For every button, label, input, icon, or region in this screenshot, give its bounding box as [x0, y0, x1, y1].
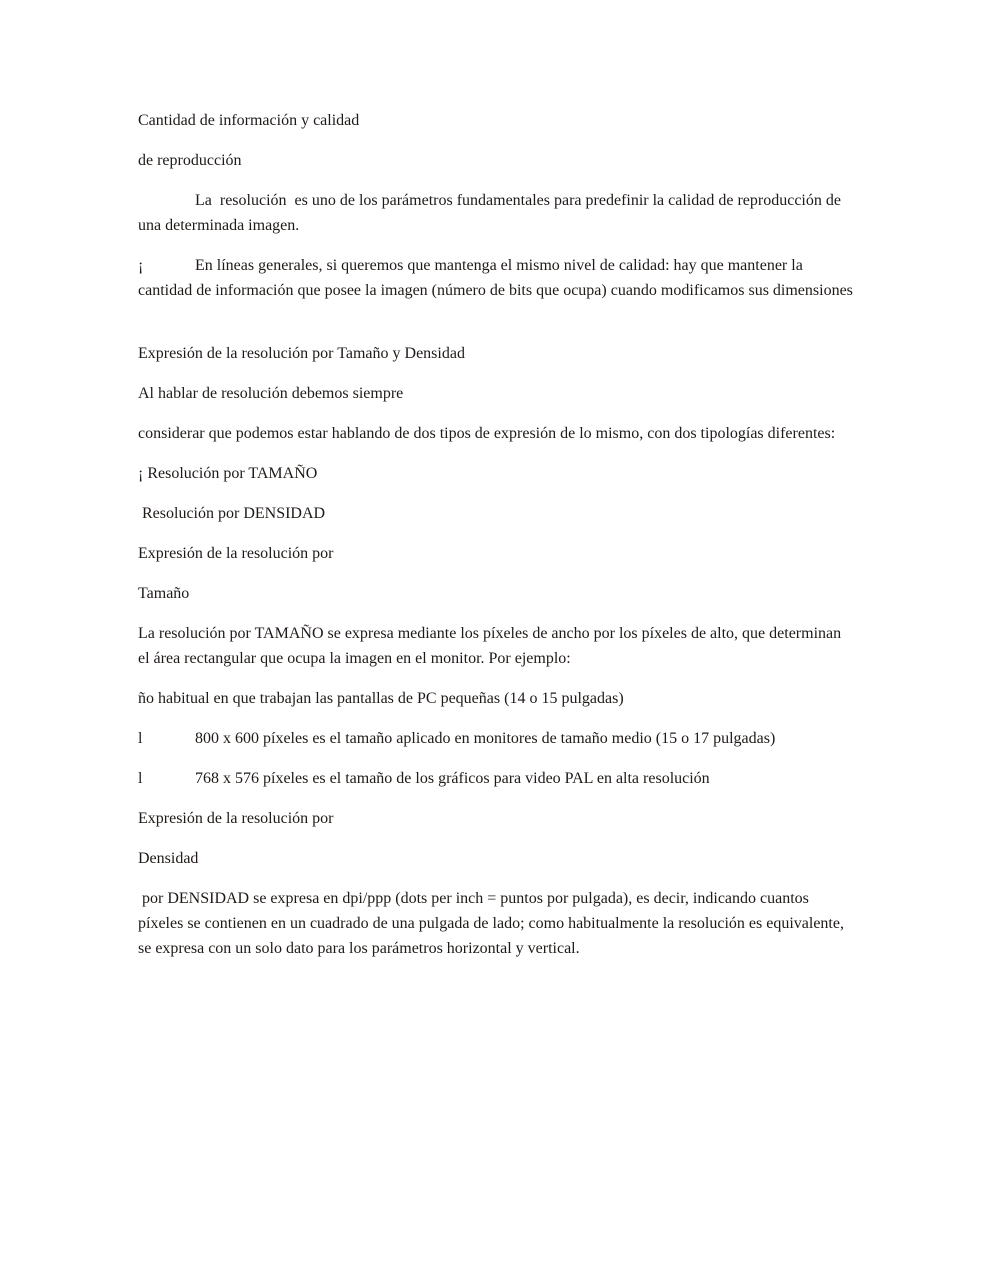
bulleted-paragraph — [138, 726, 856, 751]
bulleted-paragraph-text: 768 x 576 píxeles es el tamaño de los gráficos para video PAL en alta resolución — [195, 770, 710, 787]
bulleted-paragraph-text: 800 x 600 píxeles es el tamaño aplicado en monitores de tamaño medio (15 o 17 pulgadas) — [195, 730, 776, 747]
section-heading: Expresión de la resolución por — [138, 545, 334, 562]
bulleted-paragraph — [138, 766, 856, 791]
paragraph: La resolución por TAMAÑO se expresa mediante los píxeles de ancho por los píxeles de alto, que determinan el área rectangular que ocupa la imagen en el monitor. Por ejemplo: — [138, 625, 846, 667]
section-heading: Densidad — [138, 850, 199, 867]
list-item: ¡ Resolución por TAMAÑO — [138, 465, 318, 482]
paragraph: por DENSIDAD se expresa en dpi/ppp (dots per inch = puntos por pulgada), es decir, indicando cuantos píxeles se contienen en un cuadrado de una pulgada de lado; como habitualmente la resolución es equivalente, se expresa con un solo dato para los parámetros horizontal y vertical. — [138, 890, 848, 957]
list-bullet: l — [138, 770, 143, 787]
paragraph: La resolución es uno de los parámetros fundamentales para predefinir la calidad de reproducción de una determinada imagen. — [138, 192, 845, 234]
section-heading: Expresión de la resolución por Tamaño y Densidad — [138, 345, 465, 362]
heading-line: de reproducción — [138, 152, 242, 169]
heading-line: Cantidad de información y calidad — [138, 112, 360, 129]
bulleted-paragraph-text: En líneas generales, si queremos que mantenga el mismo nivel de calidad: hay que mantener la cantidad de información que posee la imagen (número de bits que ocupa) cuando modificamos sus dimensiones — [138, 257, 853, 299]
list-bullet: l — [138, 730, 143, 747]
bulleted-paragraph — [138, 253, 856, 303]
list-bullet: ¡ — [138, 257, 144, 274]
section-heading: Expresión de la resolución por — [138, 810, 334, 827]
paragraph: considerar que podemos estar hablando de dos tipos de expresión de lo mismo, con dos tipologías diferentes: — [138, 425, 836, 442]
paragraph: ño habitual en que trabajan las pantallas de PC pequeñas (14 o 15 pulgadas) — [138, 690, 624, 707]
section-heading: Tamaño — [138, 585, 190, 602]
list-item: Resolución por DENSIDAD — [138, 505, 326, 522]
paragraph: Al hablar de resolución debemos siempre — [138, 385, 404, 402]
